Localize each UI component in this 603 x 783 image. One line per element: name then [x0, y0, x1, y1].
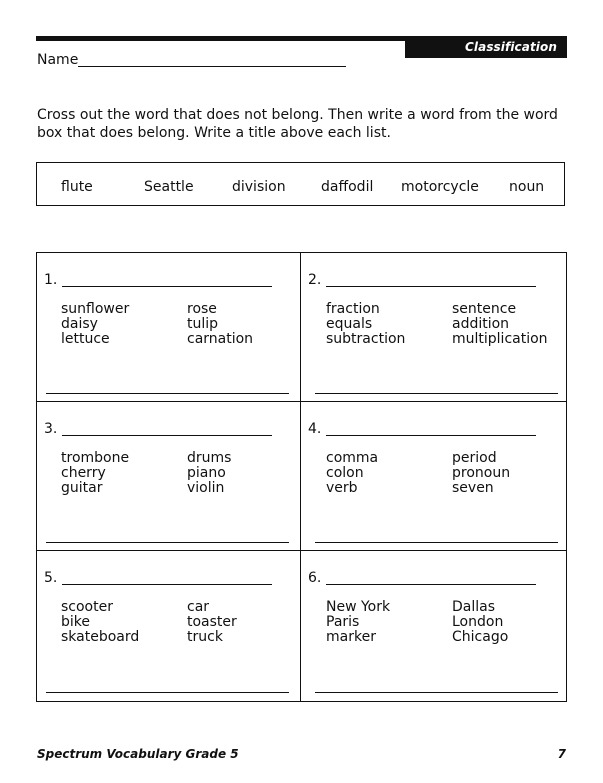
list-title-line[interactable] [62, 286, 272, 287]
list-word[interactable]: car [187, 599, 210, 615]
list-word[interactable]: daisy [61, 316, 98, 332]
section-tab [405, 36, 567, 58]
list-number: 6. [308, 570, 322, 586]
list-word[interactable]: lettuce [61, 331, 110, 347]
word-box-item: flute [61, 179, 93, 195]
list-title-line[interactable] [326, 584, 536, 585]
list-word[interactable]: carnation [187, 331, 254, 347]
list-word[interactable]: bike [61, 614, 90, 630]
word-box-item: noun [509, 179, 545, 195]
page-number: 7 [557, 747, 566, 761]
list-word[interactable]: New York [326, 599, 391, 615]
list-word[interactable]: tulip [187, 316, 219, 332]
list-word[interactable]: rose [187, 301, 217, 317]
word-column [187, 600, 237, 645]
word-column [326, 600, 390, 645]
list-word[interactable]: period [452, 450, 497, 466]
word-column [187, 302, 253, 347]
answer-line[interactable] [315, 692, 558, 693]
list-cell-5 [37, 551, 301, 701]
list-word[interactable]: Paris [326, 614, 360, 630]
list-word[interactable]: piano [187, 465, 226, 481]
list-word[interactable]: equals [326, 316, 373, 332]
list-word[interactable]: trombone [61, 450, 130, 466]
answer-line[interactable] [315, 393, 558, 394]
list-cell-6 [301, 551, 565, 701]
list-word[interactable]: toaster [187, 614, 237, 630]
word-column [452, 302, 548, 347]
list-word[interactable]: drums [187, 450, 232, 466]
list-word[interactable]: Dallas [452, 599, 496, 615]
list-cell-3 [37, 402, 301, 552]
list-word[interactable]: seven [452, 480, 494, 496]
list-word[interactable]: addition [452, 316, 510, 332]
name-field-line[interactable] [78, 66, 346, 67]
answer-line[interactable] [46, 393, 289, 394]
list-cell-4 [301, 402, 565, 552]
word-column [61, 600, 139, 645]
section-label: Classification [465, 40, 557, 54]
list-title-line[interactable] [62, 435, 272, 436]
list-word[interactable]: skateboard [61, 629, 140, 645]
word-column [61, 302, 129, 347]
list-word[interactable]: violin [187, 480, 225, 496]
list-number: 5. [44, 570, 58, 586]
answer-line[interactable] [46, 692, 289, 693]
word-column [187, 451, 231, 496]
word-box-item: daffodil [321, 179, 374, 195]
book-title: Spectrum Vocabulary Grade 5 [37, 747, 239, 761]
word-box [36, 162, 565, 206]
list-word[interactable]: colon [326, 465, 364, 481]
list-title-line[interactable] [62, 584, 272, 585]
list-word[interactable]: London [452, 614, 504, 630]
list-word[interactable]: sentence [452, 301, 517, 317]
list-word[interactable]: verb [326, 480, 358, 496]
list-title-line[interactable] [326, 286, 536, 287]
list-word[interactable]: cherry [61, 465, 106, 481]
list-cell-2 [301, 253, 565, 403]
list-word[interactable]: truck [187, 629, 223, 645]
list-word[interactable]: subtraction [326, 331, 406, 347]
list-word[interactable]: multiplication [452, 331, 548, 347]
list-word[interactable]: pronoun [452, 465, 511, 481]
answer-line[interactable] [46, 542, 289, 543]
word-column [326, 302, 405, 347]
list-word[interactable]: guitar [61, 480, 103, 496]
list-title-line[interactable] [326, 435, 536, 436]
exercise-grid [36, 252, 567, 702]
list-number: 2. [308, 272, 322, 288]
word-column [326, 451, 378, 496]
word-column [61, 451, 129, 496]
word-column [452, 600, 508, 645]
word-box-item: division [232, 179, 286, 195]
instructions: Cross out the word that does not belong. Then write a word from the word box that does belong. Write a title above each list. [37, 107, 558, 141]
list-number: 1. [44, 272, 58, 288]
answer-line[interactable] [315, 542, 558, 543]
list-number: 4. [308, 421, 322, 437]
list-word[interactable]: fraction [326, 301, 380, 317]
word-column [452, 451, 510, 496]
word-box-item: Seattle [144, 179, 194, 195]
list-number: 3. [44, 421, 58, 437]
list-word[interactable]: comma [326, 450, 379, 466]
name-label: Name [37, 52, 79, 68]
list-word[interactable]: marker [326, 629, 376, 645]
list-word[interactable]: sunflower [61, 301, 130, 317]
word-box-item: motorcycle [401, 179, 479, 195]
list-word[interactable]: Chicago [452, 629, 509, 645]
list-cell-1 [37, 253, 301, 403]
list-word[interactable]: scooter [61, 599, 113, 615]
